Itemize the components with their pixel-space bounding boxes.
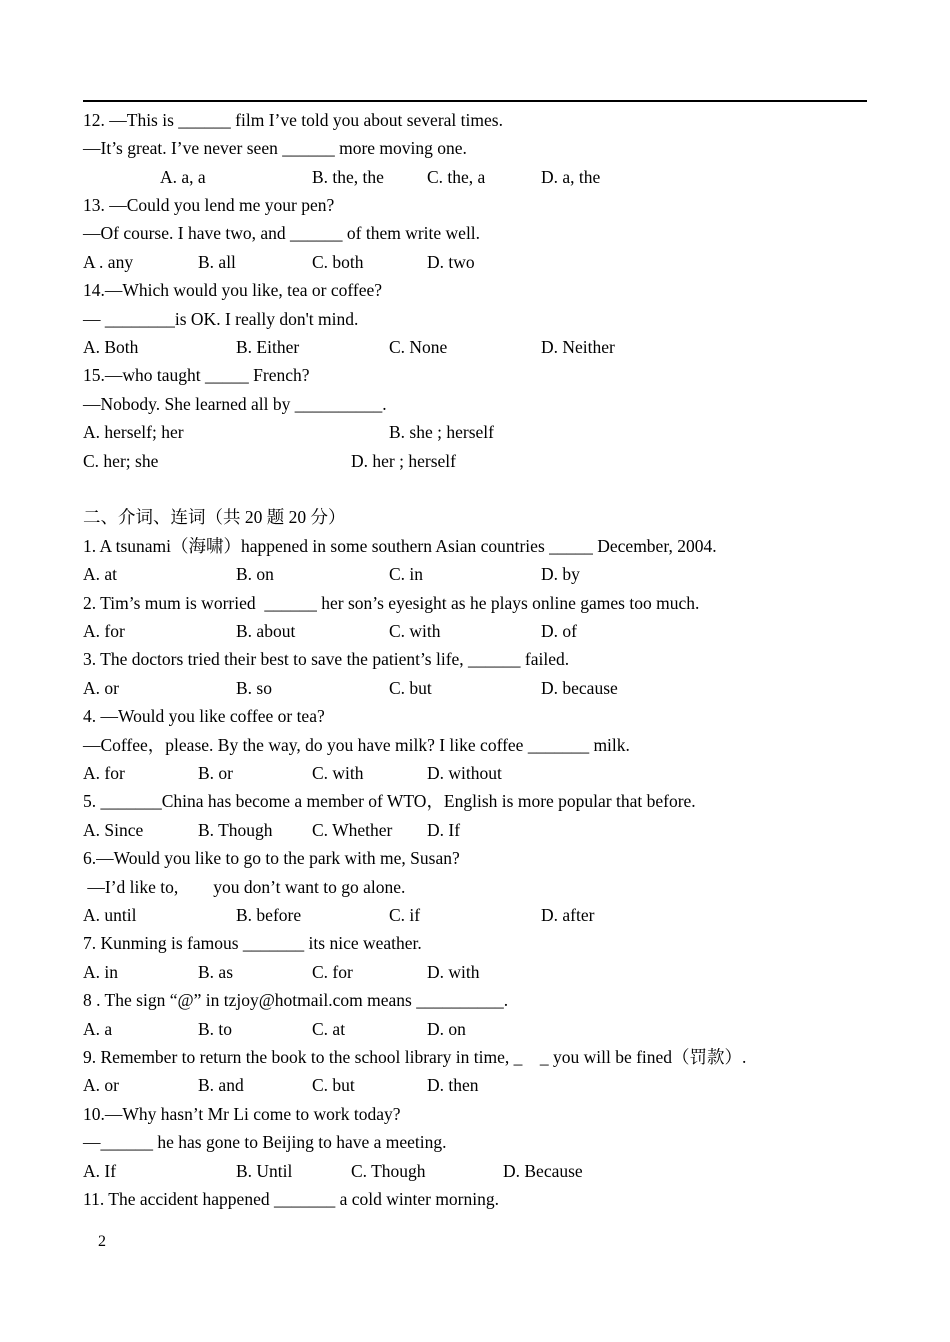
q13-option-b: B. all	[198, 252, 236, 272]
s2-q5-option-c: C. Whether	[312, 820, 393, 840]
s2-question-5-stem: 5. _______China has become a member of WTO，English is more popular that before.	[83, 791, 696, 811]
s2-question-2-stem: 2. Tim’s mum is worried ______ her son’s eyesight as he plays online games too much.	[83, 593, 700, 613]
question-15-stem: 15.—who taught _____ French?	[83, 365, 310, 385]
section-2-title: 二、介词、连词（共 20 题 20 分）	[83, 507, 346, 527]
s2-q6-option-d: D. after	[541, 905, 595, 925]
q14-option-c: C. None	[389, 337, 448, 357]
q12-option-b: B. the, the	[312, 167, 384, 187]
s2-question-10-stem: 10.—Why hasn’t Mr Li come to work today?	[83, 1104, 401, 1124]
s2-q6-option-c: C. if	[389, 905, 421, 925]
q14-option-a: A. Both	[83, 337, 139, 357]
s2-question-6-stem: 6.—Would you like to go to the park with me, Susan?	[83, 848, 460, 868]
s2-q9-option-b: B. and	[198, 1075, 244, 1095]
question-14-response: — ________is OK. I really don't mind.	[83, 309, 359, 329]
q15-option-d: D. her ; herself	[351, 451, 456, 471]
s2-q9-option-c: C. but	[312, 1075, 355, 1095]
s2-q1-option-c: C. in	[389, 564, 424, 584]
s2-q8-option-a: A. a	[83, 1019, 113, 1039]
s2-q7-option-a: A. in	[83, 962, 118, 982]
s2-q2-option-c: C. with	[389, 621, 441, 641]
s2-question-8-stem: 8 . The sign “@” in tzjoy@hotmail.com means __________.	[83, 990, 509, 1010]
s2-q4-option-c: C. with	[312, 763, 364, 783]
s2-q5-option-b: B. Though	[198, 820, 273, 840]
s2-q8-option-b: B. to	[198, 1019, 233, 1039]
s2-q2-option-b: B. about	[236, 621, 296, 641]
s2-question-1-stem: 1. A tsunami（海啸）happened in some southern Asian countries _____ December, 2004.	[83, 536, 717, 556]
s2-q7-option-c: C. for	[312, 962, 353, 982]
header-rule	[83, 100, 867, 102]
s2-q3-option-c: C. but	[389, 678, 432, 698]
page-number: 2	[98, 1233, 106, 1250]
q13-option-a: A . any	[83, 252, 134, 272]
s2-q2-option-a: A. for	[83, 621, 125, 641]
s2-q4-option-d: D. without	[427, 763, 502, 783]
s2-question-10-response: —______ he has gone to Beijing to have a meeting.	[83, 1132, 447, 1152]
q13-option-d: D. two	[427, 252, 475, 272]
s2-question-11-stem: 11. The accident happened _______ a cold winter morning.	[83, 1189, 499, 1209]
q14-option-d: D. Neither	[541, 337, 615, 357]
question-12-stem: 12. —This is ______ film I’ve told you about several times.	[83, 110, 503, 130]
s2-q9-option-d: D. then	[427, 1075, 479, 1095]
s2-question-4-response: —Coffee，please. By the way, do you have milk? I like coffee _______ milk.	[83, 735, 630, 755]
q15-option-c: C. her; she	[83, 451, 159, 471]
s2-question-4-stem: 4. —Would you like coffee or tea?	[83, 706, 325, 726]
question-12-response: —It’s great. I’ve never seen ______ more moving one.	[83, 138, 467, 158]
s2-q10-option-b: B. Until	[236, 1161, 293, 1181]
s2-q8-option-d: D. on	[427, 1019, 466, 1039]
s2-q6-option-b: B. before	[236, 905, 302, 925]
s2-q2-option-d: D. of	[541, 621, 577, 641]
question-13-response: —Of course. I have two, and ______ of them write well.	[83, 223, 481, 243]
s2-question-9-stem: 9. Remember to return the book to the school library in time, _ _ you will be fined（罚款）.	[83, 1047, 747, 1067]
s2-q7-option-b: B. as	[198, 962, 233, 982]
s2-q8-option-c: C. at	[312, 1019, 346, 1039]
s2-q9-option-a: A. or	[83, 1075, 119, 1095]
s2-q3-option-d: D. because	[541, 678, 618, 698]
s2-q1-option-b: B. on	[236, 564, 274, 584]
question-13-stem: 13. —Could you lend me your pen?	[83, 195, 335, 215]
q13-option-c: C. both	[312, 252, 364, 272]
s2-q3-option-b: B. so	[236, 678, 272, 698]
s2-question-6-response: —I’d like to, you don’t want to go alone.	[83, 877, 406, 897]
q12-option-c: C. the, a	[427, 167, 486, 187]
q15-option-b: B. she ; herself	[389, 422, 494, 442]
question-15-response: —Nobody. She learned all by __________.	[83, 394, 387, 414]
s2-q6-option-a: A. until	[83, 905, 137, 925]
s2-q5-option-a: A. Since	[83, 820, 144, 840]
s2-question-3-stem: 3. The doctors tried their best to save the patient’s life, ______ failed.	[83, 649, 570, 669]
s2-q3-option-a: A. or	[83, 678, 119, 698]
s2-q1-option-d: D. by	[541, 564, 580, 584]
s2-q1-option-a: A. at	[83, 564, 118, 584]
s2-q4-option-b: B. or	[198, 763, 233, 783]
q15-option-a: A. herself; her	[83, 422, 184, 442]
s2-q5-option-d: D. If	[427, 820, 461, 840]
s2-q10-option-c: C. Though	[351, 1161, 426, 1181]
q12-option-a: A. a, a	[160, 167, 206, 187]
s2-q4-option-a: A. for	[83, 763, 125, 783]
q14-option-b: B. Either	[236, 337, 300, 357]
s2-q10-option-a: A. If	[83, 1161, 117, 1181]
s2-q10-option-d: D. Because	[503, 1161, 583, 1181]
s2-q7-option-d: D. with	[427, 962, 480, 982]
s2-question-7-stem: 7. Kunming is famous _______ its nice weather.	[83, 933, 422, 953]
question-14-stem: 14.—Which would you like, tea or coffee?	[83, 280, 383, 300]
q12-option-d: D. a, the	[541, 167, 601, 187]
